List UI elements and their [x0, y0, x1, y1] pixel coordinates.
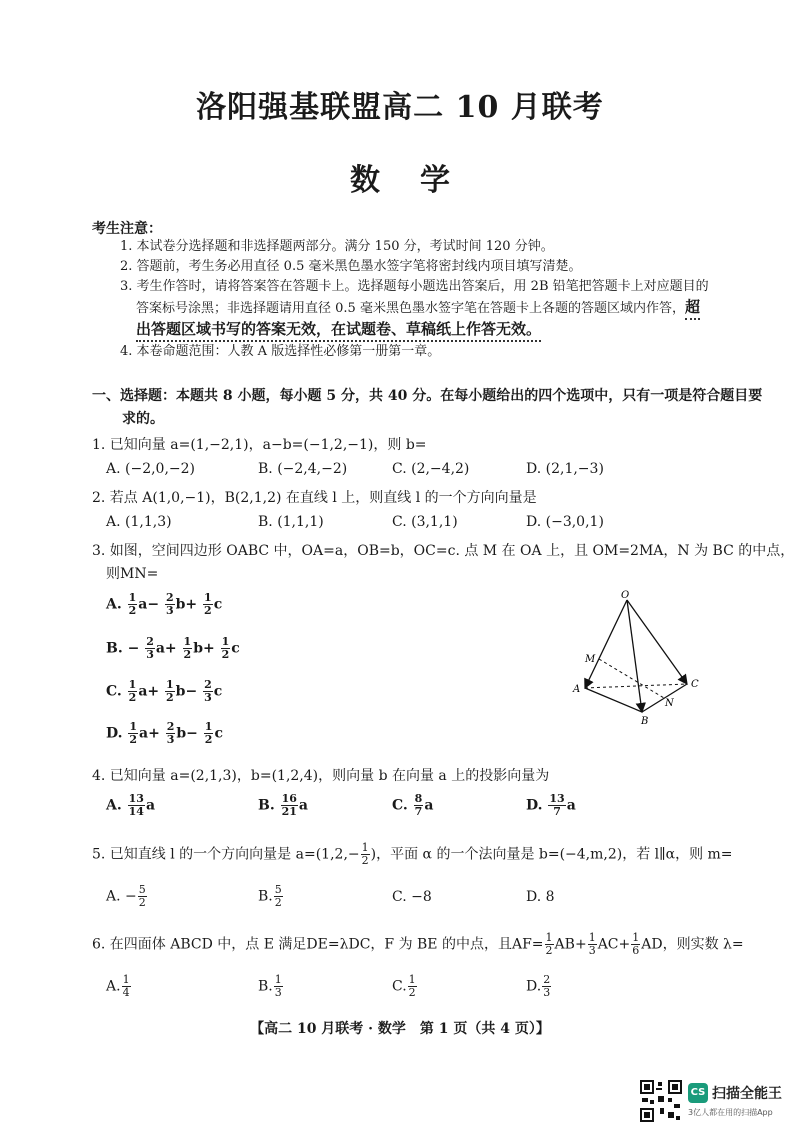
segment-mn [599, 659, 664, 698]
q4-option-b: B. $\frac{16}{21}$ a [258, 792, 308, 818]
notice-heading: 考生注意： [92, 221, 162, 237]
q3-c-frac-2: $\frac{1}{2}$ [166, 678, 174, 704]
camscanner-name: 扫描全能王 [712, 1086, 782, 1102]
tetrahedron-figure [565, 588, 715, 728]
q5-option-d: D. 8 [526, 889, 555, 905]
label-n: N [665, 698, 674, 709]
q4-d-frac: $\frac{13}{7}$ [549, 792, 565, 818]
q3-stem-cont: 则MN= [106, 566, 159, 582]
q6-a-frac: $\frac{1}{4}$ [122, 973, 130, 999]
q3-stem: 3. 如图，空间四边形 OABC 中，OA=a，OB=b，OC=c. 点 M 在 OA 上，且 OM=2MA，N 为 BC 的中点， [92, 543, 795, 559]
notice-item-3-line2: 答案标号涂黑；非选择题请用直径 0.5 毫米黑色墨水签字笔在答题卡上各题的答题区域内作答， [136, 301, 685, 316]
q3-option-d: D. $\frac{1}{2}$ a+ $\frac{2}{3}$ b− $\frac{1}{2}$ c [106, 720, 223, 746]
q6-stem-frac-1: $\frac{1}{2}$ [545, 931, 553, 957]
notice-item-1: 1. 本试卷分选择题和非选择题两部分。满分 150 分，考试时间 120 分钟。 [120, 239, 554, 254]
notice-item-3-emph-start: 超 [685, 298, 700, 320]
q3-option-c: C. $\frac{1}{2}$ a+ $\frac{1}{2}$ b− $\frac{2}{3}$ c [106, 678, 223, 704]
notice-item-3-emph [136, 320, 541, 340]
q4-option-c: C. $\frac{8}{7}$ a [392, 792, 434, 818]
q3-b-frac-1: $\frac{2}{3}$ [146, 635, 154, 661]
q3-b-frac-3: $\frac{1}{2}$ [221, 635, 230, 661]
q2-option-a: A. (1,1,3) [106, 514, 172, 530]
q3-d-frac-1: $\frac{1}{2}$ [129, 720, 138, 746]
notice-item-3-cont [136, 298, 700, 318]
qr-code-icon [640, 1080, 682, 1122]
q1-stem: 1. 已知向量 a=(1,−2,1)，a−b=(−1,2,−1)，则 b= [92, 437, 427, 453]
camscanner-tagline: 3亿人都在用的扫描App [688, 1108, 773, 1117]
q6-option-d: D. $\frac{2}{3}$ [526, 973, 551, 999]
q1-option-d: D. (2,1,−3) [526, 461, 604, 477]
q3-option-b: B. − $\frac{2}{3}$ a+ $\frac{1}{2}$ b+ $\frac{1}{2}$ c [106, 635, 240, 661]
q6-option-c: C. $\frac{1}{2}$ [392, 973, 416, 999]
q5-stem: 5. 已知直线 l 的一个方向向量是 a=(1,2,− $\frac{1}{2}$ )，平面 α 的一个法向量是 b=(−4,m,2)，若 l∥α，则 m= [92, 841, 733, 867]
edge-ab [585, 688, 642, 712]
camscanner-logo-icon: CS [688, 1083, 708, 1103]
q6-d-frac: $\frac{2}{3}$ [543, 973, 551, 999]
q3-a-frac-2: $\frac{2}{3}$ [165, 591, 174, 617]
q3-b-frac-2: $\frac{1}{2}$ [183, 635, 192, 661]
page-footer: 【高二 10 月联考 · 数学 第 1 页（共 4 页）】 [250, 1021, 550, 1037]
label-b: B [641, 716, 649, 727]
exam-title: 洛阳强基联盟高二 10 月联考 [196, 90, 604, 125]
q4-option-d: D. $\frac{13}{7}$ a [526, 792, 576, 818]
q5-a-frac: $\frac{5}{2}$ [138, 883, 146, 909]
q5-stem-frac: $\frac{1}{2}$ [361, 841, 369, 867]
notice-item-4: 4. 本卷命题范围：人教 A 版选择性必修第一册第一章。 [120, 344, 441, 359]
q2-stem: 2. 若点 A(1,0,−1)，B(2,1,2) 在直线 l 上，则直线 l 的一个方向向量是 [92, 490, 537, 506]
q4-option-a: A. $\frac{13}{14}$ a [106, 792, 156, 818]
edge-oa [585, 600, 627, 688]
q6-c-frac: $\frac{1}{2}$ [408, 973, 416, 999]
q6-stem-frac-2: $\frac{1}{3}$ [588, 931, 596, 957]
q1-option-b: B. (−2,4,−2) [258, 461, 348, 477]
q2-option-d: D. (−3,0,1) [526, 514, 604, 530]
label-c: C [691, 679, 699, 690]
exam-subject: 数学 [350, 163, 490, 198]
q6-option-a: A. $\frac{1}{4}$ [106, 973, 130, 999]
q3-c-frac-1: $\frac{1}{2}$ [128, 678, 137, 704]
q3-d-frac-2: $\frac{2}{3}$ [166, 720, 175, 746]
notice-item-3-emph-text: 出答题区域书写的答案无效，在试题卷、草稿纸上作答无效。 [136, 320, 541, 342]
q6-stem: 6. 在四面体 ABCD 中，点 E 满足DE=λDC，F 为 BE 的中点，且AF= $\frac{1}{2}$ AB+ $\frac{1}{3}$ AC+ $\frac{1}{6}$ AD，则实数 λ= [92, 931, 744, 957]
q6-option-b: B. $\frac{1}{3}$ [258, 973, 282, 999]
q1-option-a: A. (−2,0,−2) [106, 461, 196, 477]
section-1-heading: 一、选择题：本题共 8 小题，每小题 5 分，共 40 分。在每小题给出的四个选项中，只有一项是符合题目要 [92, 388, 763, 404]
label-o: O [621, 590, 630, 601]
notice-item-2: 2. 答题前，考生务必用直径 0.5 毫米黑色墨水签字笔将密封线内项目填写清楚。 [120, 259, 582, 274]
q5-option-b: B. $\frac{5}{2}$ [258, 883, 282, 909]
notice-item-3: 3. 考生作答时，请将答案答在答题卡上。选择题每小题选出答案后，用 2B 铅笔把答题卡上对应题目的 [120, 279, 709, 294]
section-1-heading-cont: 求的。 [122, 411, 164, 427]
q2-option-b: B. (1,1,1) [258, 514, 324, 530]
q3-option-a: A. $\frac{1}{2}$ a− $\frac{2}{3}$ b+ $\frac{1}{2}$ c [106, 591, 223, 617]
q5-option-c: C. −8 [392, 889, 432, 905]
q5-b-frac: $\frac{5}{2}$ [274, 883, 282, 909]
q3-a-frac-3: $\frac{1}{2}$ [204, 591, 212, 617]
q2-option-c: C. (3,1,1) [392, 514, 458, 530]
q4-c-frac: $\frac{8}{7}$ [414, 792, 423, 818]
edge-ac-hidden [585, 684, 687, 688]
q4-stem: 4. 已知向量 a=(2,1,3)，b=(1,2,4)，则向量 b 在向量 a 上的投影向量为 [92, 768, 550, 784]
q4-a-frac: $\frac{13}{14}$ [128, 792, 144, 818]
q5-option-a: A. − $\frac{5}{2}$ [106, 883, 146, 909]
q4-b-frac: $\frac{16}{21}$ [281, 792, 297, 818]
label-m: M [585, 654, 596, 665]
q3-c-frac-3: $\frac{2}{3}$ [204, 678, 212, 704]
q3-a-frac-1: $\frac{1}{2}$ [128, 591, 137, 617]
q1-option-c: C. (2,−4,2) [392, 461, 470, 477]
label-a: A [573, 684, 581, 695]
q6-b-frac: $\frac{1}{3}$ [274, 973, 282, 999]
q3-d-frac-3: $\frac{1}{2}$ [204, 720, 213, 746]
q6-stem-frac-3: $\frac{1}{6}$ [632, 931, 640, 957]
